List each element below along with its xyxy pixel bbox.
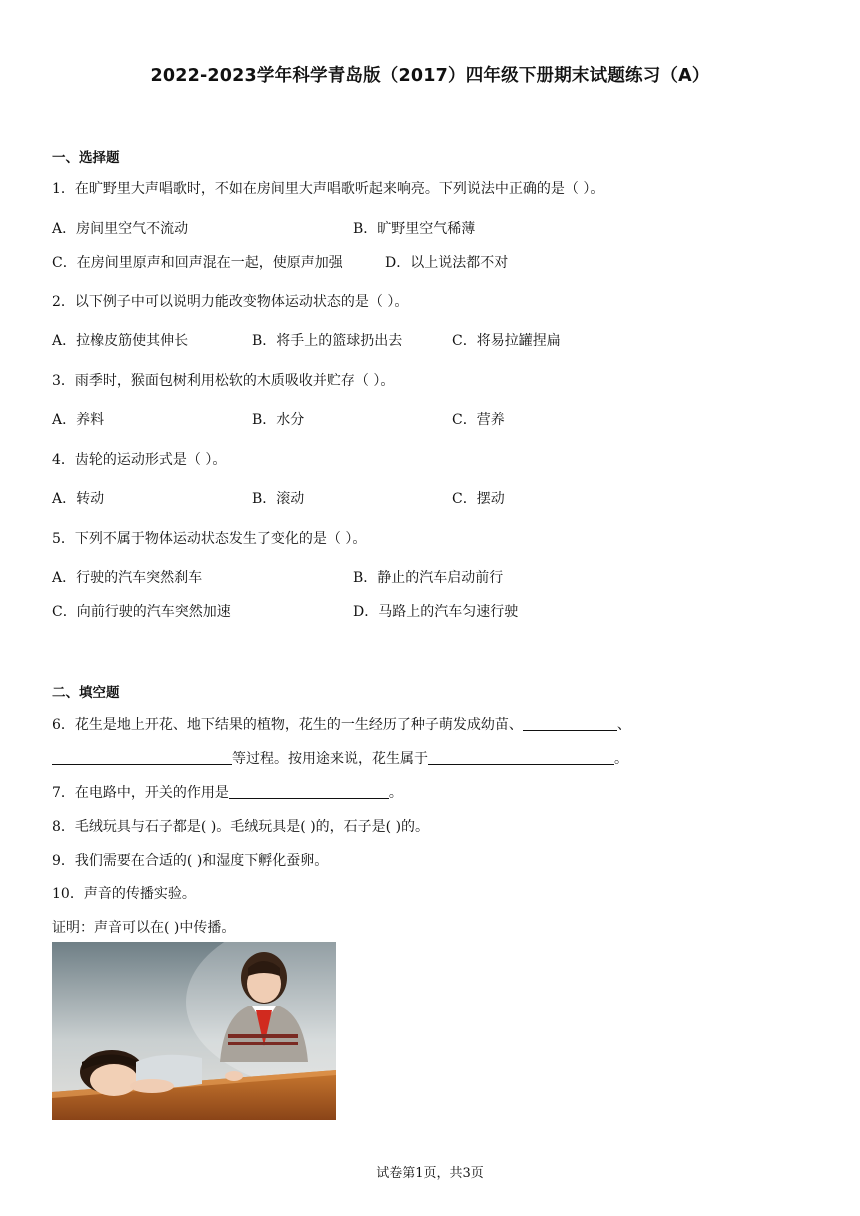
q2-option-c: C．将易拉罐捏扁 [452, 333, 561, 349]
question-6-line-1 [52, 714, 631, 734]
q4-option-c: C．摆动 [452, 491, 505, 507]
question-10-proof: 证明：声音可以在( )中传播。 [52, 920, 236, 936]
question-8: 8．毛绒玩具与石子都是( )。毛绒玩具是( )的，石子是( )的。 [52, 819, 430, 835]
question-9: 9．我们需要在合适的( )和湿度下孵化蚕卵。 [52, 853, 329, 869]
q6-text-2-end: 。 [614, 751, 628, 767]
q4-option-a: A．转动 [52, 491, 105, 507]
q1-option-c: C．在房间里原声和回声混在一起，使原声加强 [52, 255, 343, 271]
q4-option-b: B．滚动 [252, 491, 305, 507]
q5-option-d: D．马路上的汽车匀速行驶 [353, 604, 519, 620]
question-4-stem: 4．齿轮的运动形式是（ ）。 [52, 452, 227, 468]
q3-option-b: B．水分 [252, 412, 305, 428]
question-1-stem: 1．在旷野里大声唱歌时，不如在房间里大声唱歌听起来响亮。下列说法中正确的是（ ）。 [52, 181, 605, 197]
exam-title: 2022-2023学年科学青岛版（2017）四年级下册期末试题练习（A） [150, 66, 710, 86]
q1-option-a: A．房间里空气不流动 [52, 221, 189, 237]
question-5-stem: 5．下列不属于物体运动状态发生了变化的是（ ）。 [52, 531, 367, 547]
section-heading-fill-in: 二、填空题 [52, 685, 120, 701]
q3-option-a: A．养料 [52, 412, 105, 428]
q5-option-c: C．向前行驶的汽车突然加速 [52, 604, 231, 620]
q6-answer-blank-2[interactable] [52, 750, 232, 765]
q1-option-b: B．旷野里空气稀薄 [353, 221, 476, 237]
q5-option-b: B．静止的汽车启动前行 [353, 570, 504, 586]
question-10-stem: 10．声音的传播实验。 [52, 886, 196, 902]
q7-answer-blank[interactable] [229, 784, 389, 799]
q6-text-1-end: 、 [616, 717, 631, 733]
q7-text: 7．在电路中，开关的作用是 [52, 785, 229, 801]
q1-option-d: D．以上说法都不对 [385, 255, 509, 271]
page-footer: 试卷第1页，共3页 [376, 1166, 484, 1181]
q6-answer-blank-1[interactable] [523, 716, 617, 731]
q3-option-c: C．营养 [452, 412, 505, 428]
q6-text-2: 等过程。按用途来说，花生属于 [232, 751, 428, 767]
q7-text-end: 。 [388, 785, 403, 801]
question-6-line-2 [52, 748, 628, 768]
q6-text-1: 6．花生是地上开花、地下结果的植物，花生的一生经历了种子萌发成幼苗、 [52, 717, 523, 733]
q2-option-a: A．拉橡皮筋使其伸长 [52, 333, 189, 349]
question-3-stem: 3．雨季时，猴面包树利用松软的木质吸收并贮存（ ）。 [52, 373, 395, 389]
question-2-stem: 2．以下例子中可以说明力能改变物体运动状态的是（ ）。 [52, 294, 409, 310]
q2-option-b: B．将手上的篮球扔出去 [252, 333, 403, 349]
question-7 [52, 782, 403, 802]
section-heading-choice: 一、选择题 [52, 150, 120, 166]
q6-answer-blank-3[interactable] [428, 750, 614, 765]
q5-option-a: A．行驶的汽车突然刹车 [52, 570, 203, 586]
experiment-photo [52, 942, 336, 1120]
